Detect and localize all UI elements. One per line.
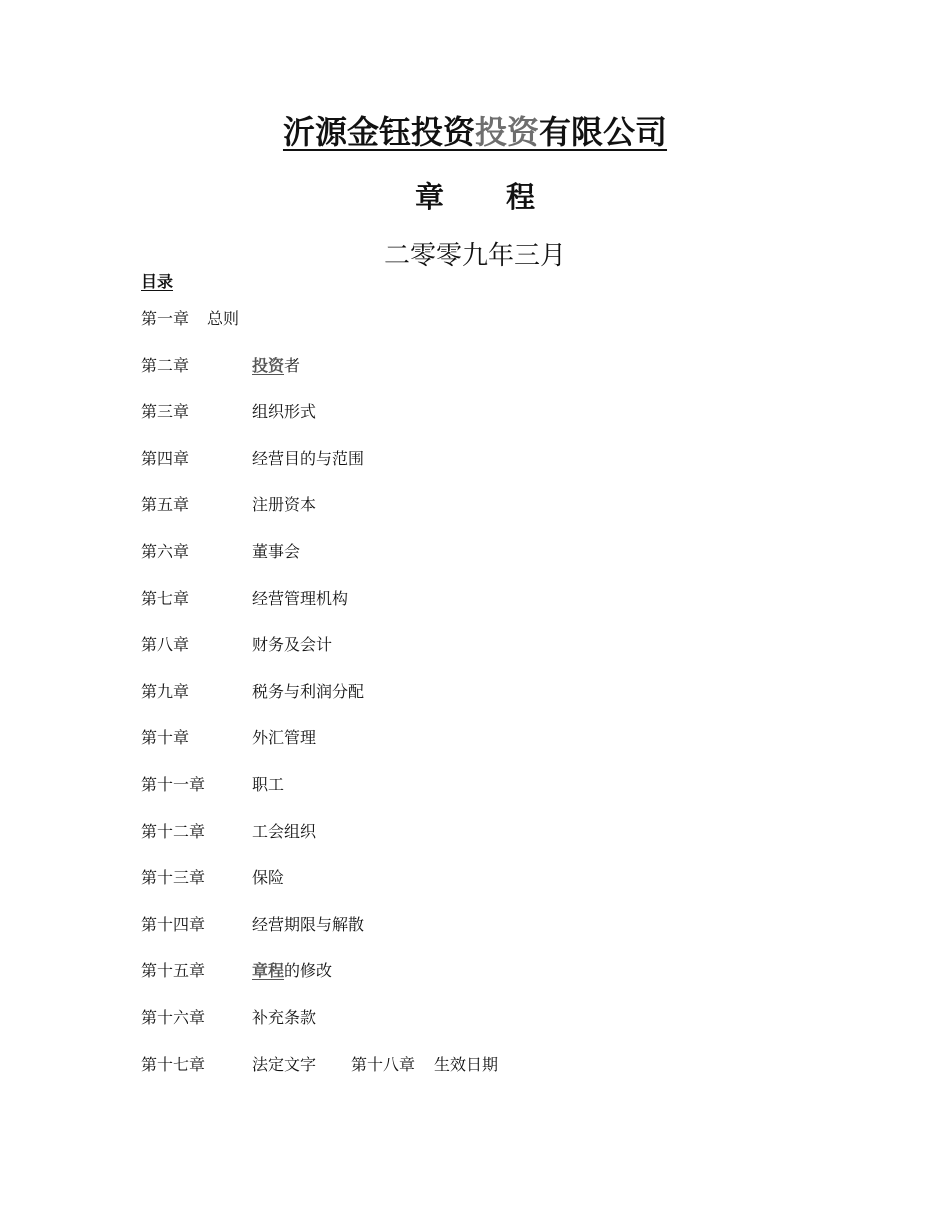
toc-chapter-number: 第十五章 (141, 961, 206, 981)
toc-chapter-title: 经营期限与解散 (252, 914, 365, 934)
toc-chapter-number: 第三章 (141, 402, 190, 422)
toc-item (141, 538, 841, 585)
toc-chapter-number: 第七章 (141, 588, 190, 608)
toc-item (141, 1051, 841, 1098)
company-title-part1: 沂源金钰投资 (282, 113, 475, 151)
toc-item (141, 911, 841, 958)
toc-item (141, 864, 841, 911)
toc-item (141, 631, 841, 678)
toc-chapter-number: 第九章 (141, 681, 190, 701)
toc-chapter-number: 第十七章 (141, 1054, 206, 1074)
toc-item (141, 818, 841, 865)
toc-chapter-number: 第十二章 (141, 821, 206, 841)
toc-chapter-number: 第四章 (141, 448, 190, 468)
toc-chapter-title: 税务与利润分配 (252, 681, 365, 701)
toc-item (141, 724, 841, 771)
toc-hyperlink[interactable]: 章程 (252, 961, 285, 981)
document-date: 二零零九年三月 (383, 241, 566, 271)
toc-chapter-number: 第十章 (141, 728, 190, 748)
toc-chapter-title: 注册资本 (252, 495, 317, 515)
toc-item (141, 1004, 841, 1051)
toc-chapter-number: 第一章 (141, 309, 190, 328)
toc-chapter-title: 经营目的与范围 (252, 448, 365, 468)
toc-chapter-title: 财务及会计 (252, 635, 333, 655)
toc-chapter-number: 第二章 (141, 355, 190, 375)
toc-item (141, 305, 841, 352)
toc-chapter-number: 第八章 (141, 635, 190, 655)
toc-heading: 目录 (141, 272, 174, 291)
company-title-part3: 有限公司 (539, 113, 668, 151)
subtitle-left: 章 (414, 180, 444, 214)
toc-chapter-title: 保险 (252, 868, 285, 888)
toc-item (141, 445, 841, 492)
toc-item (141, 398, 841, 445)
toc-chapter-title: 章程的修改 (252, 961, 333, 981)
toc-chapter-number: 第十三章 (141, 868, 206, 888)
toc-item (141, 585, 841, 632)
toc-chapter-title: 经营管理机构 (252, 588, 349, 608)
toc-chapter-number: 第十六章 (141, 1007, 206, 1027)
toc-hyperlink[interactable]: 投资 (252, 355, 285, 375)
toc-chapter-title: 董事会 (252, 541, 301, 561)
toc-item (141, 491, 841, 538)
toc-item (141, 957, 841, 1004)
company-title (0, 112, 950, 152)
toc-chapter-title: 职工 (252, 774, 285, 794)
subtitle-right: 程 (506, 180, 536, 214)
toc-chapter-number: 第十一章 (141, 774, 206, 794)
toc-chapter-title: 工会组织 (252, 821, 317, 841)
toc-chapter-title: 总则 (207, 309, 240, 328)
toc-chapter-number: 第五章 (141, 495, 190, 515)
table-of-contents (141, 305, 841, 1097)
company-title-highlight: 投资 (474, 113, 539, 151)
toc-item (141, 771, 841, 818)
toc-chapter-number: 第十四章 (141, 914, 206, 934)
toc-chapter-title: 组织形式 (252, 402, 317, 422)
document-subtitle (0, 178, 950, 216)
toc-chapter-title: 生效日期 (434, 1054, 499, 1074)
toc-item (141, 352, 841, 399)
toc-item (141, 678, 841, 725)
toc-chapter-title: 外汇管理 (252, 728, 317, 748)
toc-chapter-title: 补充条款 (252, 1007, 317, 1027)
toc-chapter-title: 投资者 (252, 355, 301, 375)
toc-chapter-number: 第六章 (141, 541, 190, 561)
toc-chapter-title: 法定文字 (252, 1054, 317, 1074)
toc-chapter-number: 第十八章 (351, 1054, 416, 1074)
